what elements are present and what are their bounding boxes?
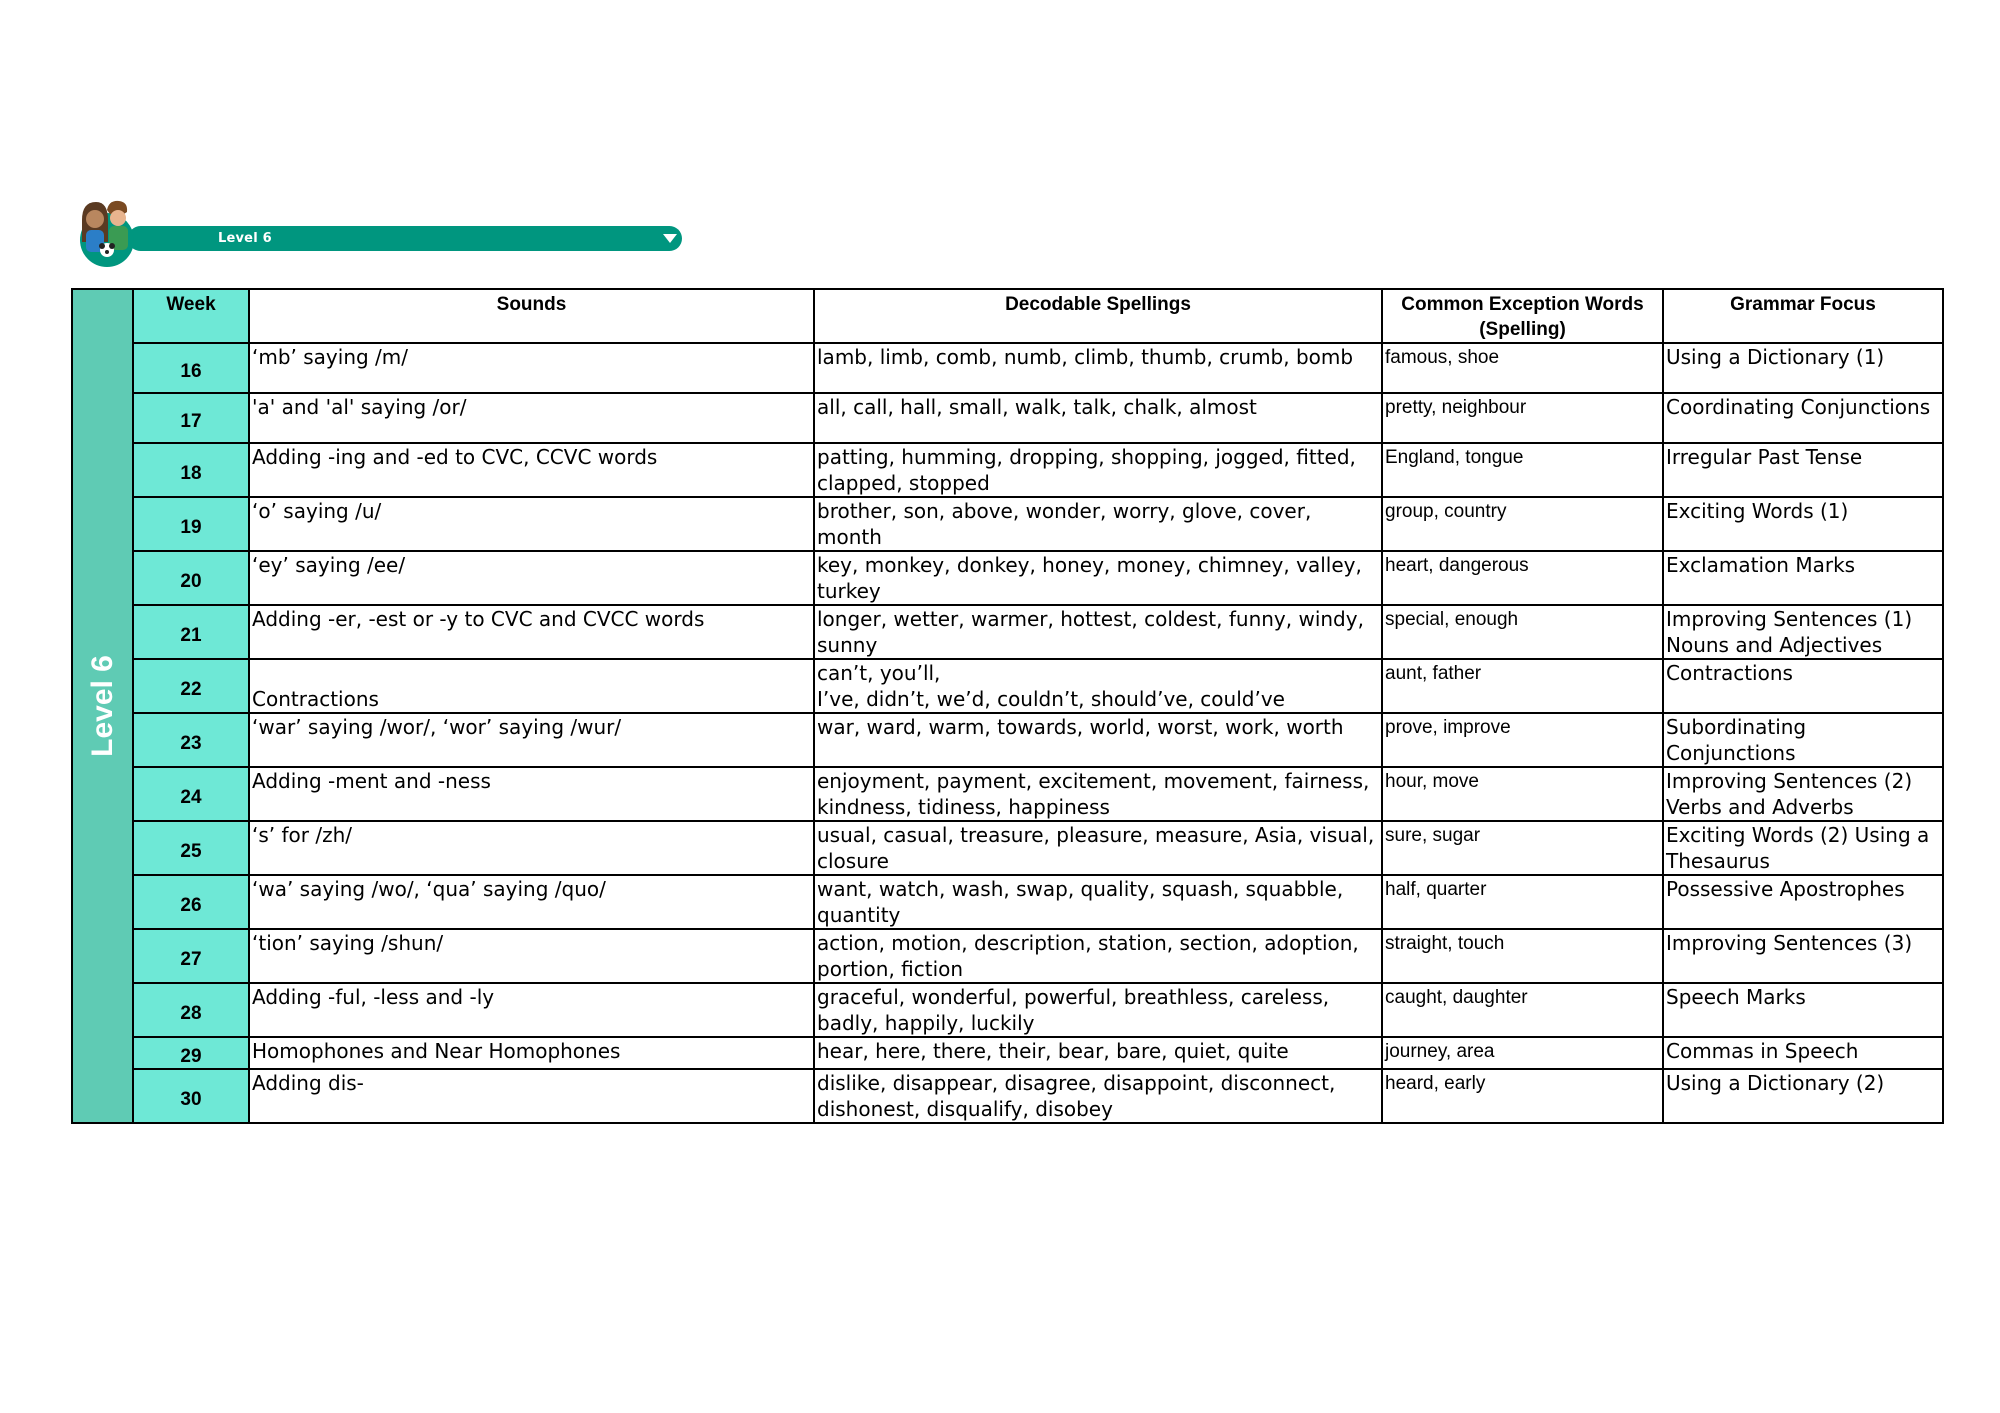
week-cell: 23	[133, 713, 249, 767]
week-cell: 17	[133, 393, 249, 443]
week-cell: 16	[133, 343, 249, 393]
exception-words-cell: journey, area	[1382, 1037, 1663, 1069]
week-cell: 18	[133, 443, 249, 497]
table-row	[72, 659, 1943, 713]
sounds-cell: Homophones and Near Homophones	[249, 1037, 814, 1069]
table-row	[72, 497, 1943, 551]
grammar-cell: Possessive Apostrophes	[1663, 875, 1943, 929]
grammar-cell: Irregular Past Tense	[1663, 443, 1943, 497]
week-cell: 26	[133, 875, 249, 929]
table-row	[72, 551, 1943, 605]
spellings-cell: dislike, disappear, disagree, disappoint, disconnect, dishonest, disqualify, disobey	[814, 1069, 1382, 1123]
sounds-cell: ‘tion’ saying /shun/	[249, 929, 814, 983]
level-header	[76, 198, 606, 268]
sounds-cell: Contractions	[249, 659, 814, 713]
table-row	[72, 393, 1943, 443]
chevron-down-icon[interactable]	[657, 226, 682, 251]
sounds-cell: Adding -ing and -ed to CVC, CCVC words	[249, 443, 814, 497]
level-side-text: Level 6	[85, 655, 119, 757]
table-row	[72, 821, 1943, 875]
sounds-cell: ‘o’ saying /u/	[249, 497, 814, 551]
grammar-cell: Improving Sentences (3)	[1663, 929, 1943, 983]
exception-words-cell: hour, move	[1382, 767, 1663, 821]
spellings-cell: patting, humming, dropping, shopping, jogged, fitted, clapped, stopped	[814, 443, 1382, 497]
column-header-grammar: Grammar Focus	[1663, 289, 1943, 343]
table-header-row	[72, 289, 1943, 343]
exception-words-cell: England, tongue	[1382, 443, 1663, 497]
grammar-cell: Exciting Words (1)	[1663, 497, 1943, 551]
exception-words-cell: heard, early	[1382, 1069, 1663, 1123]
column-header-week: Week	[133, 289, 249, 343]
sounds-cell: Adding dis-	[249, 1069, 814, 1123]
exception-words-cell: famous, shoe	[1382, 343, 1663, 393]
grammar-cell: Commas in Speech	[1663, 1037, 1943, 1069]
week-cell: 27	[133, 929, 249, 983]
level-dropdown[interactable]	[128, 226, 682, 251]
spellings-cell: want, watch, wash, swap, quality, squash, squabble, quantity	[814, 875, 1382, 929]
exception-words-cell: special, enough	[1382, 605, 1663, 659]
grammar-cell: Coordinating Conjunctions	[1663, 393, 1943, 443]
sounds-cell: ‘mb’ saying /m/	[249, 343, 814, 393]
week-cell: 24	[133, 767, 249, 821]
level-side-label	[72, 289, 133, 1123]
table-row	[72, 983, 1943, 1037]
sounds-cell: ‘s’ for /zh/	[249, 821, 814, 875]
table-row	[72, 343, 1943, 393]
spellings-cell: usual, casual, treasure, pleasure, measure, Asia, visual, closure	[814, 821, 1382, 875]
table-row	[72, 713, 1943, 767]
column-header-exception-words: Common Exception Words (Spelling)	[1382, 289, 1663, 343]
table-row	[72, 1037, 1943, 1069]
grammar-cell: Speech Marks	[1663, 983, 1943, 1037]
spellings-cell: war, ward, warm, towards, world, worst, work, worth	[814, 713, 1382, 767]
spellings-cell: hear, here, there, their, bear, bare, quiet, quite	[814, 1037, 1382, 1069]
exception-words-cell: group, country	[1382, 497, 1663, 551]
exception-words-cell: aunt, father	[1382, 659, 1663, 713]
sounds-cell: Adding -ful, -less and -ly	[249, 983, 814, 1037]
exception-words-cell: pretty, neighbour	[1382, 393, 1663, 443]
week-cell: 22	[133, 659, 249, 713]
exception-words-cell: prove, improve	[1382, 713, 1663, 767]
grammar-cell: Exciting Words (2) Using a Thesaurus	[1663, 821, 1943, 875]
grammar-cell: Subordinating Conjunctions	[1663, 713, 1943, 767]
grammar-cell: Using a Dictionary (1)	[1663, 343, 1943, 393]
sounds-cell: 'a' and 'al' saying /or/	[249, 393, 814, 443]
sounds-cell: ‘ey’ saying /ee/	[249, 551, 814, 605]
exception-words-cell: straight, touch	[1382, 929, 1663, 983]
spellings-cell: graceful, wonderful, powerful, breathless, careless, badly, happily, luckily	[814, 983, 1382, 1037]
children-avatar-icon	[76, 198, 138, 268]
spellings-cell: key, monkey, donkey, honey, money, chimney, valley, turkey	[814, 551, 1382, 605]
week-cell: 20	[133, 551, 249, 605]
table-row	[72, 1069, 1943, 1123]
sounds-cell: ‘war’ saying /wor/, ‘wor’ saying /wur/	[249, 713, 814, 767]
exception-words-cell: heart, dangerous	[1382, 551, 1663, 605]
table-row	[72, 605, 1943, 659]
spellings-cell: brother, son, above, wonder, worry, glove, cover, month	[814, 497, 1382, 551]
spellings-cell: can’t, you’ll, I’ve, didn’t, we’d, couldn’t, should’ve, could’ve	[814, 659, 1382, 713]
week-cell: 28	[133, 983, 249, 1037]
week-cell: 21	[133, 605, 249, 659]
column-header-sounds: Sounds	[249, 289, 814, 343]
sounds-cell: Adding -er, -est or -y to CVC and CVCC words	[249, 605, 814, 659]
curriculum-table	[71, 288, 1944, 1124]
spellings-cell: action, motion, description, station, section, adoption, portion, fiction	[814, 929, 1382, 983]
sounds-cell: Adding -ment and -ness	[249, 767, 814, 821]
exception-words-cell: caught, daughter	[1382, 983, 1663, 1037]
week-cell: 30	[133, 1069, 249, 1123]
column-header-spellings: Decodable Spellings	[814, 289, 1382, 343]
spellings-cell: all, call, hall, small, walk, talk, chalk, almost	[814, 393, 1382, 443]
grammar-cell: Using a Dictionary (2)	[1663, 1069, 1943, 1123]
grammar-cell: Exclamation Marks	[1663, 551, 1943, 605]
grammar-cell: Contractions	[1663, 659, 1943, 713]
grammar-cell: Improving Sentences (2) Verbs and Adverbs	[1663, 767, 1943, 821]
table-row	[72, 767, 1943, 821]
exception-words-cell: half, quarter	[1382, 875, 1663, 929]
table-row	[72, 875, 1943, 929]
week-cell: 25	[133, 821, 249, 875]
spellings-cell: enjoyment, payment, excitement, movement, fairness, kindness, tidiness, happiness	[814, 767, 1382, 821]
table-row	[72, 929, 1943, 983]
week-cell: 29	[133, 1037, 249, 1069]
sounds-cell: ‘wa’ saying /wo/, ‘qua’ saying /quo/	[249, 875, 814, 929]
level-dropdown-label: Level 6	[218, 231, 272, 246]
spellings-cell: longer, wetter, warmer, hottest, coldest, funny, windy, sunny	[814, 605, 1382, 659]
grammar-cell: Improving Sentences (1) Nouns and Adjectives	[1663, 605, 1943, 659]
table-row	[72, 443, 1943, 497]
spellings-cell: lamb, limb, comb, numb, climb, thumb, crumb, bomb	[814, 343, 1382, 393]
week-cell: 19	[133, 497, 249, 551]
exception-words-cell: sure, sugar	[1382, 821, 1663, 875]
